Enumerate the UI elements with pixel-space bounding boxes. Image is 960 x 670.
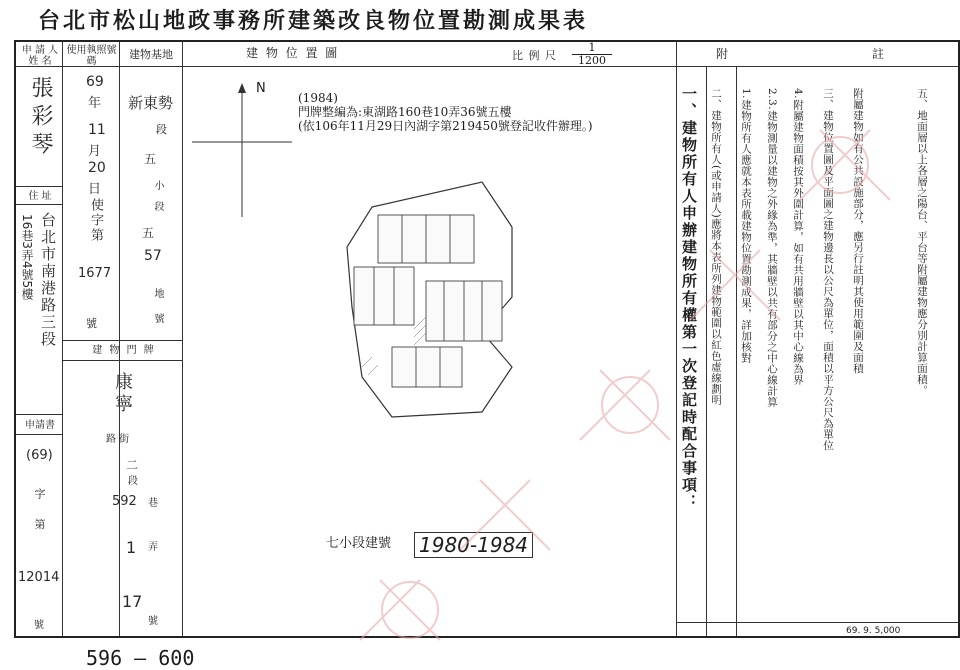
row-rule [62, 360, 182, 361]
plan-registration-note: (依106年11月29日內湖字第219450號登記收件辦理。) [298, 119, 593, 133]
filing-zi-label: 字 第 [33, 488, 46, 538]
site-parcel-number: 57 [144, 248, 162, 264]
applicant-name: 張彩琴 [28, 76, 53, 160]
row-rule [676, 622, 958, 623]
doorplate-section-label: 段 [128, 476, 138, 487]
doorplate-label: 建 物 門 牌 [92, 345, 156, 356]
row-rule [16, 186, 62, 187]
address-label: 住 址 [28, 191, 52, 202]
row-rule [62, 340, 182, 341]
permit-number: 1677 [78, 266, 112, 281]
survey-form [14, 40, 960, 638]
document-title: 台北市松山地政事務所建築改良物位置勘測成果表 [38, 8, 589, 34]
permit-day: 20 [88, 160, 106, 176]
site-parcel-label: 地 號 [152, 288, 163, 330]
note-2: 二、建物所有人(或申請人)應將本表所列建物範圍以紅色虛線劃明 [710, 88, 722, 406]
note-8: 附屬建物如有公共設施部分，應另行註明其使用範圍及面積 [852, 88, 864, 374]
site-label: 建物基地 [129, 48, 173, 61]
permit-month-unit: 月 [88, 144, 102, 159]
note-4: 1.建物所有人應就本表所載建物位置勘測成果，詳加核對 [740, 88, 752, 364]
plan-north-label: N [256, 81, 266, 96]
row-rule [16, 414, 62, 415]
filing-number: 12014 [18, 570, 60, 585]
site-subsection-number: 五 [142, 226, 155, 240]
permit-month: 11 [88, 122, 106, 138]
north-arrow-icon [192, 83, 292, 217]
doorplate-lane-label: 巷 [148, 498, 158, 509]
note-7: 五、地面層以上各層之陽台、平台等附屬建物應分別計算面積。 [916, 88, 928, 396]
plan-year-note: (1984) [298, 91, 338, 105]
filing-label: 申請書 [25, 420, 55, 431]
row-rule [16, 434, 62, 435]
note-1: 一、建物所有人申辦建物所有權第一次登記時配合事項： [680, 86, 698, 511]
permit-year: 69 [86, 74, 104, 90]
scale-label: 比 例 尺 [512, 49, 557, 62]
permit-hao-label: 號 [86, 317, 97, 330]
doorplate-lane: 592 [112, 494, 137, 509]
divider [676, 42, 677, 636]
survey-building-number-range: 1980-1984 [414, 532, 533, 558]
plan-doorplate-note: 門牌整編為:東湖路160巷10弄36號五樓 [298, 105, 512, 119]
note-3: 三、建物位置圖及平面圖之建物邊長以公尺為單位，面積以平方公尺為單位 [822, 88, 834, 451]
site-subsection-label: 小 段 [152, 180, 163, 216]
filing-hao-label: 號 [34, 620, 44, 631]
doorplate-alley-label: 弄 [148, 542, 158, 553]
divider [119, 42, 120, 636]
notes-label: 附 [716, 47, 729, 61]
scale-numerator: 1 [588, 41, 596, 54]
divider [62, 42, 63, 636]
doorplate-number-label: 號 [148, 616, 158, 627]
form-number: 69. 9. 5,000 [846, 626, 901, 636]
applicant-address: 台北市南港路三段 [39, 212, 57, 348]
site-section-label: 段 [156, 123, 167, 136]
divider [736, 66, 737, 636]
scale-denominator: 1200 [578, 54, 606, 67]
divider [706, 66, 707, 636]
applicant-address-line-2: 16巷3弄4號5樓 [20, 214, 34, 301]
doorplate-street-label: 路 街 [106, 434, 130, 445]
plan-label: 建 物 位 置 圖 [246, 46, 340, 60]
doorplate-alley: 1 [126, 538, 137, 557]
note-6: 4.附屬建物面積按其外圍計算，如有共用牆壁以其中心線為界 [792, 88, 804, 386]
site-section-number: 五 [144, 152, 157, 166]
note-5: 2.3.建物測量以建物之外緣為準，其牆壁以共有部分之中心線計算 [766, 88, 778, 408]
notes-label-2: 註 [872, 47, 885, 61]
doorplate-road-section: 二 [126, 458, 139, 472]
building-blocks [354, 215, 502, 387]
applicant-name-label: 申 請 人 姓 名 [21, 45, 59, 67]
site-section-name: 新東勢 [128, 94, 174, 112]
doorplate-street: 康寧 [112, 372, 133, 416]
survey-building-number-label: 七小段建號 [326, 536, 392, 551]
row-rule [16, 204, 62, 205]
permit-day-unit: 日 [88, 182, 102, 197]
doorplate-number: 17 [122, 592, 143, 611]
document-number: 596 — 600 [86, 646, 195, 670]
permit-type: 使字第 [88, 198, 103, 243]
filing-year: (69) [26, 448, 53, 463]
permit-number-label: 使用執照號碼 [66, 45, 117, 67]
permit-year-unit: 年 [88, 96, 102, 111]
